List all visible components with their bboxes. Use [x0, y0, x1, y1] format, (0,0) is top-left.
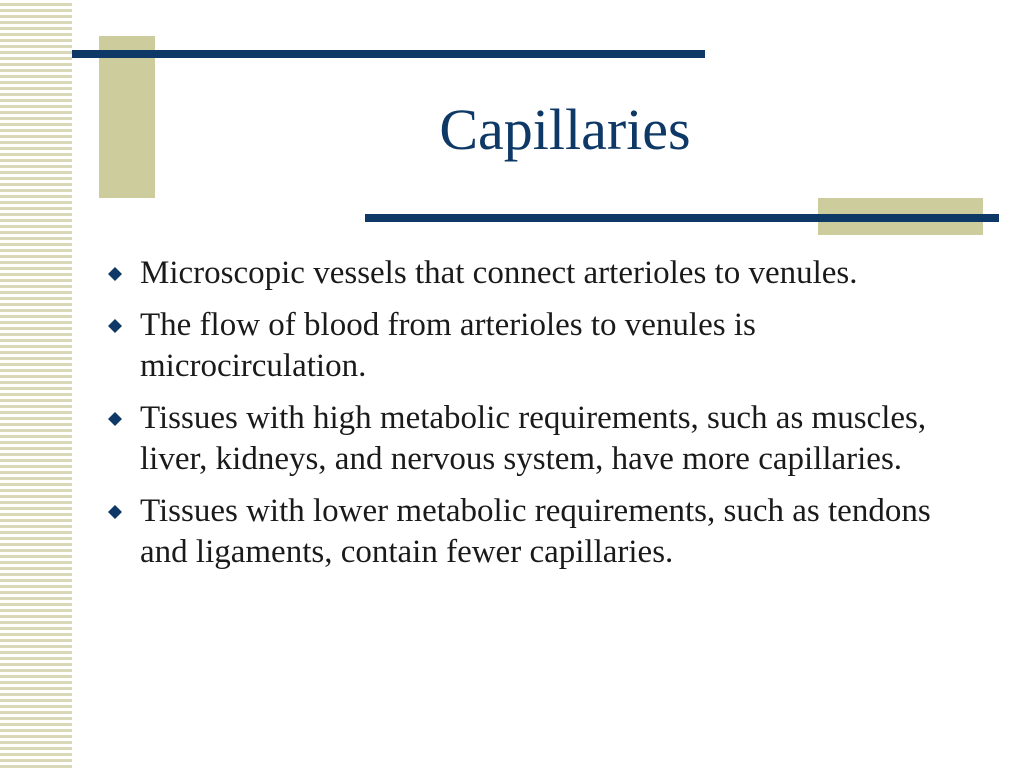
bullet-item: [105, 398, 985, 480]
bullet-text: Microscopic vessels that connect arterioles to venules.: [140, 255, 858, 291]
diamond-icon: [107, 318, 123, 334]
top-rule: [72, 50, 705, 58]
slide-title: Capillaries: [439, 97, 691, 162]
diamond-icon: [107, 266, 123, 282]
bullet-text: Tissues with lower metabolic requirements, such as tendons and ligaments, contain fewer capillaries.: [140, 493, 931, 570]
bullet-item: [105, 253, 985, 294]
diamond-icon: [107, 504, 123, 520]
bullet-list: [105, 253, 985, 584]
bullet-item: [105, 305, 985, 387]
bullet-text: Tissues with high metabolic requirements, such as muscles, liver, kidneys, and nervous system, have more capillaries.: [140, 400, 927, 477]
decorative-stripes: [0, 0, 72, 768]
bottom-rule: [365, 214, 999, 222]
diamond-icon: [107, 411, 123, 427]
bullet-text: The flow of blood from arterioles to venules is microcirculation.: [140, 307, 756, 384]
bullet-item: [105, 491, 985, 573]
accent-block-top: [99, 36, 155, 198]
